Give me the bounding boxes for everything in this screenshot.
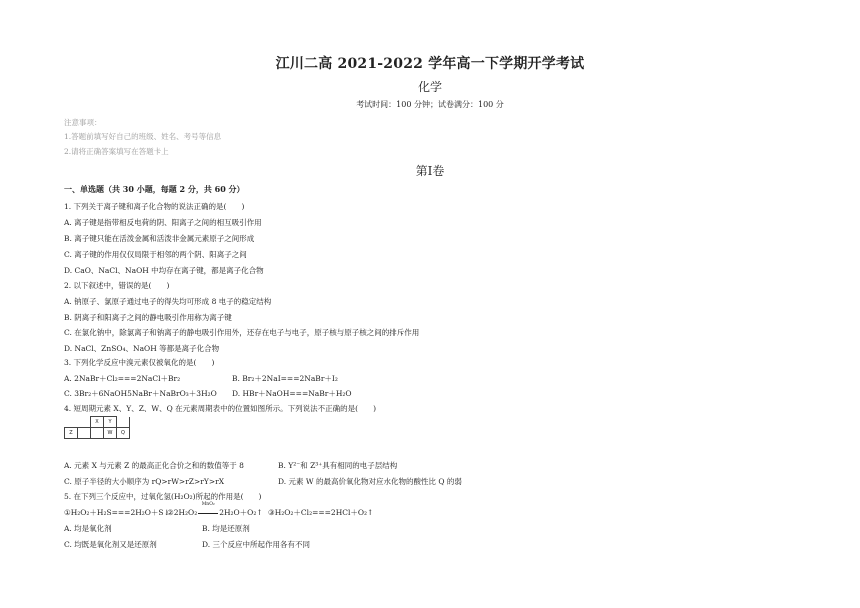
notice-heading: 注意事项： xyxy=(64,118,102,127)
subject-title: 化学 xyxy=(417,80,442,94)
question-5-stem: 5. 在下列三个反应中，过氧化氢(H₂O₂)所起的作用是( ) xyxy=(64,492,262,501)
volume-title: 第Ⅰ卷 xyxy=(415,164,445,178)
table-cell-x: X xyxy=(91,417,104,428)
page-title: 江川二高 2021-2022 学年高一下学期开学考试 xyxy=(275,56,585,72)
question-1-option-b: B. 离子键只能在活泼金属和活泼非金属元素原子之间形成 xyxy=(64,234,255,243)
question-5-option-b: B. 均是还原剂 xyxy=(202,524,250,533)
question-4-option-b: B. Y²⁻和 Z³⁺具有相同的电子层结构 xyxy=(278,461,398,470)
table-cell xyxy=(91,428,104,439)
table-cell xyxy=(117,417,130,428)
notice-item: 1.答题前填写好自己的班级、姓名、考号等信息 xyxy=(64,132,222,141)
section-heading: 一、单选题（共 30 小题，每题 2 分，共 60 分） xyxy=(64,184,245,194)
question-2-option-a: A. 钠原子、氯原子通过电子的得失均可形成 8 电子的稳定结构 xyxy=(64,297,272,306)
question-5-reaction-3: ③H₂O₂＋Cl₂===2HCl＋O₂↑ xyxy=(268,508,374,517)
question-1-stem: 1. 下列关于离子键和离子化合物的说法正确的是( ) xyxy=(64,202,245,211)
question-3-option-a: A. 2NaBr＋Cl₂===2NaCl＋Br₂ xyxy=(64,374,181,383)
question-2-option-c: C. 在氯化钠中，除氯离子和钠离子的静电吸引作用外，还存在电子与电子，原子核与原子核之间的排斥作用 xyxy=(64,328,420,337)
exam-info: 考试时间：100 分钟；试卷满分：100 分 xyxy=(356,100,504,109)
question-5-option-c: C. 均既是氧化剂又是还原剂 xyxy=(64,540,157,549)
question-1-option-d: D. CaO、NaCl、NaOH 中均存在离子键，都是离子化合物 xyxy=(64,266,264,275)
table-cell-y: Y xyxy=(104,417,117,428)
table-cell xyxy=(65,417,78,428)
question-4-stem: 4. 短周期元素 X、Y、Z、W、Q 在元素周期表中的位置如图所示。下列说法不正确的是( ) xyxy=(64,404,377,413)
question-3-option-c: C. 3Br₂＋6NaOH5NaBr＋NaBrO₃＋3H₂O xyxy=(64,389,217,398)
notice-item: 2.请将正确答案填写在答题卡上 xyxy=(64,147,169,156)
question-3-option-d: D. HBr＋NaOH===NaBr＋H₂O xyxy=(232,389,352,398)
table-cell-z: Z xyxy=(65,428,78,439)
question-4-option-d: D. 元素 W 的最高价氧化物对应水化物的酸性比 Q 的弱 xyxy=(278,477,462,486)
table-cell xyxy=(78,417,91,428)
question-3-stem: 3. 下列化学反应中溴元素仅被氧化的是( ) xyxy=(64,358,215,367)
question-2-option-b: B. 阴离子和阳离子之间的静电吸引作用称为离子键 xyxy=(64,313,232,322)
question-4-option-c: C. 原子半径的大小顺序为 rQ>rW>rZ>rY>rX xyxy=(64,477,225,486)
question-2-stem: 2. 以下叙述中，错误的是( ) xyxy=(64,281,170,290)
table-cell-w: W xyxy=(104,428,117,439)
question-3-option-b: B. Br₂＋2NaI===2NaBr＋I₂ xyxy=(232,374,338,383)
table-cell-q: Q xyxy=(117,428,130,439)
catalyst-label: MnO₂ xyxy=(201,502,215,507)
question-1-option-c: C. 离子键的作用仅仅局限于相邻的两个阴、阳离子之间 xyxy=(64,250,247,259)
question-5-option-d: D. 三个反应中所起作用各有不同 xyxy=(202,540,311,549)
catalyst-arrow xyxy=(197,502,219,517)
question-5-reaction-2 xyxy=(167,502,263,518)
reaction-2-right: 2H₂O＋O₂↑ xyxy=(219,508,263,517)
question-1-option-a: A. 离子键是指带相反电荷的阴、阳离子之间的相互吸引作用 xyxy=(64,218,262,227)
question-4-option-a: A. 元素 X 与元素 Z 的最高正化合价之和的数值等于 8 xyxy=(64,461,244,470)
question-5-option-a: A. 均是氧化剂 xyxy=(64,524,112,533)
table-cell xyxy=(78,428,91,439)
question-2-option-d: D. NaCl、ZnSO₄、NaOH 等都是离子化合物 xyxy=(64,344,220,353)
reaction-2-left: ②2H₂O₂ xyxy=(167,508,198,517)
question-5-reaction-1: ①H₂O₂＋H₂S===2H₂O＋S↓ xyxy=(64,508,170,517)
periodic-table-fragment xyxy=(64,416,130,439)
